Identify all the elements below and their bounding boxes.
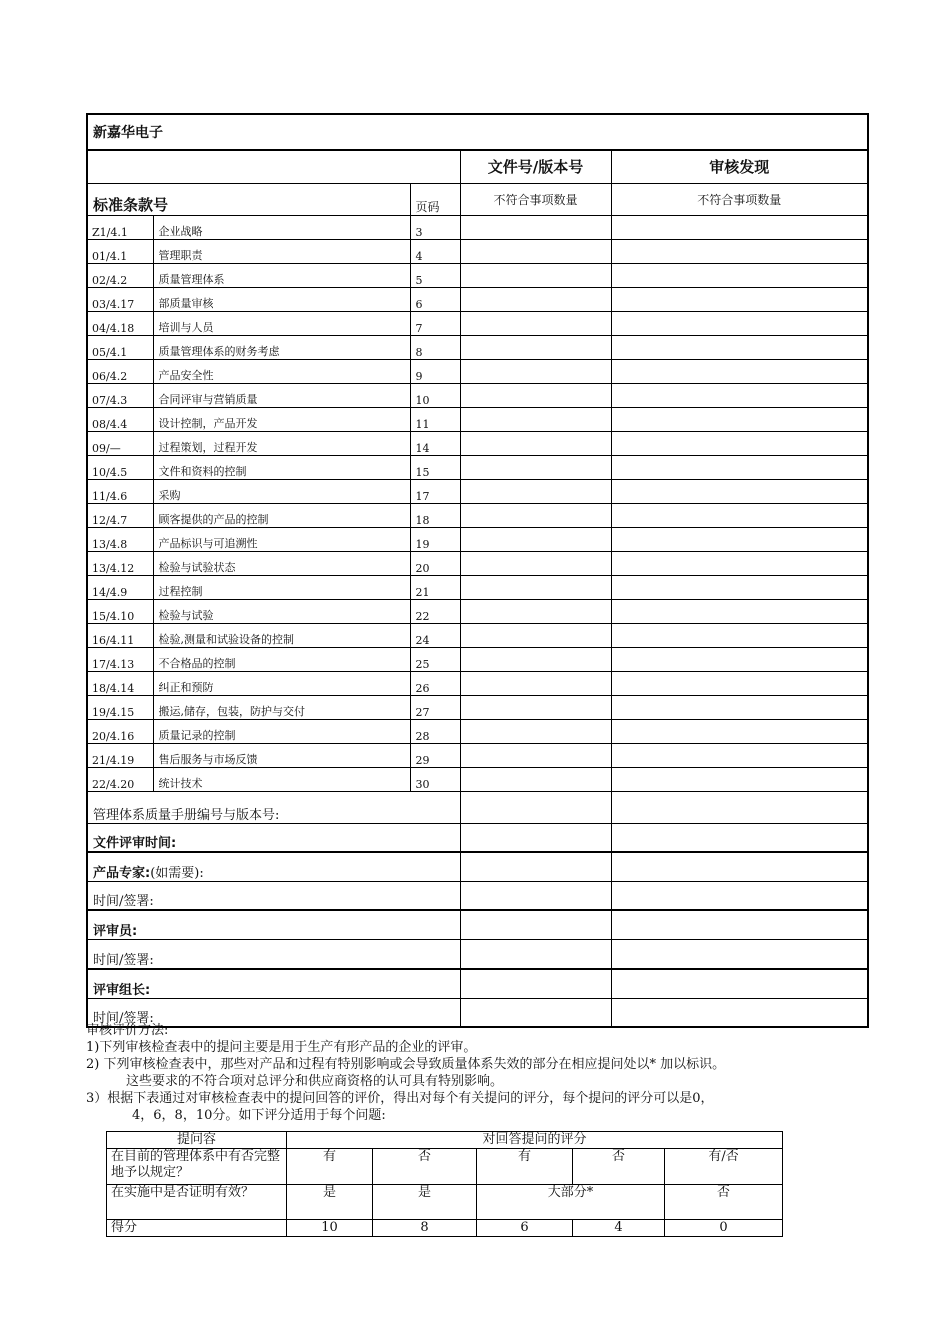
clause-page: 18 <box>410 503 460 527</box>
product-expert-label <box>87 852 460 881</box>
clause-row <box>87 695 868 719</box>
audit-findings-header: 审核发现 <box>611 150 868 183</box>
finding-cell[interactable] <box>611 527 868 551</box>
clause-code: 14/4.9 <box>87 575 153 599</box>
finding-cell[interactable] <box>611 455 868 479</box>
clause-page: 8 <box>410 335 460 359</box>
score-cell: 8 <box>373 1220 477 1237</box>
clause-code: 10/4.5 <box>87 455 153 479</box>
clause-page: 9 <box>410 359 460 383</box>
clause-row <box>87 719 868 743</box>
doc-version-cell[interactable] <box>460 335 611 359</box>
clause-code: 15/4.10 <box>87 599 153 623</box>
finding-cell[interactable] <box>611 743 868 767</box>
finding-cell[interactable] <box>611 852 868 881</box>
clause-row <box>87 503 868 527</box>
clause-page: 27 <box>410 695 460 719</box>
evaluation-header: 对回答提问的评分 <box>287 1132 783 1149</box>
time-sign-label: 时间/签署: <box>87 881 460 910</box>
clause-page: 6 <box>410 287 460 311</box>
score-cell: 6 <box>477 1220 573 1237</box>
clause-name: 过程策划，过程开发 <box>153 431 410 455</box>
effective-cell: 是 <box>287 1185 373 1220</box>
doc-version-cell[interactable] <box>460 263 611 287</box>
clause-code: 13/4.8 <box>87 527 153 551</box>
clause-code: 09/— <box>87 431 153 455</box>
finding-cell[interactable] <box>611 383 868 407</box>
doc-version-cell[interactable] <box>460 287 611 311</box>
doc-version-cell[interactable] <box>460 852 611 881</box>
clause-page: 4 <box>410 239 460 263</box>
finding-cell[interactable] <box>611 503 868 527</box>
clause-row <box>87 527 868 551</box>
clause-code: 16/4.11 <box>87 623 153 647</box>
clause-name: 质量记录的控制 <box>153 719 410 743</box>
finding-cell[interactable] <box>611 823 868 852</box>
clause-page: 5 <box>410 263 460 287</box>
finding-cell[interactable] <box>611 647 868 671</box>
finding-cell[interactable] <box>611 910 868 939</box>
clause-code: 03/4.17 <box>87 287 153 311</box>
finding-cell[interactable] <box>611 311 868 335</box>
defined-cell: 否 <box>573 1149 665 1185</box>
clause-name: 检验,测量和试验设备的控制 <box>153 623 410 647</box>
clause-name: 纠正和预防 <box>153 671 410 695</box>
clause-name: 过程控制 <box>153 575 410 599</box>
notes-item-1: 1)下列审核检查表中的提问主要是用于生产有形产品的企业的评审。 <box>86 1040 477 1055</box>
clause-page: 17 <box>410 479 460 503</box>
clause-row <box>87 647 868 671</box>
review-time-label: 文件评审时间: <box>87 823 460 852</box>
finding-cell[interactable] <box>611 791 868 823</box>
clause-page: 15 <box>410 455 460 479</box>
doc-version-cell[interactable] <box>460 743 611 767</box>
clause-name: 质量管理体系的财务考虑 <box>153 335 410 359</box>
clause-name: 采购 <box>153 479 410 503</box>
finding-cell[interactable] <box>611 939 868 969</box>
clause-row <box>87 431 868 455</box>
finding-cell[interactable] <box>611 239 868 263</box>
clause-name: 企业战略 <box>153 215 410 239</box>
doc-version-cell[interactable] <box>460 215 611 239</box>
page-header: 页码 <box>410 183 460 215</box>
clause-row <box>87 599 868 623</box>
clause-page: 22 <box>410 599 460 623</box>
header-blank <box>87 150 460 183</box>
clause-code: Z1/4.1 <box>87 215 153 239</box>
clause-code: 21/4.19 <box>87 743 153 767</box>
clause-code: 11/4.6 <box>87 479 153 503</box>
clause-name: 培训与人员 <box>153 311 410 335</box>
doc-version-cell[interactable] <box>460 910 611 939</box>
row-label-defined: 在目前的管理体系中有否完整地予以规定？ <box>107 1149 287 1185</box>
doc-version-cell[interactable] <box>460 407 611 431</box>
clause-page: 14 <box>410 431 460 455</box>
clause-row <box>87 575 868 599</box>
row-label-effective: 在实施中是否证明有效？ <box>107 1185 287 1220</box>
finding-cell[interactable] <box>611 215 868 239</box>
doc-version-cell[interactable] <box>460 623 611 647</box>
clause-name: 检验与试验 <box>153 599 410 623</box>
doc-version-cell[interactable] <box>460 767 611 791</box>
effective-cell: 大部分* <box>477 1185 665 1220</box>
clause-name: 搬运,储存，包装，防护与交付 <box>153 695 410 719</box>
company-name: 新嘉华电子 <box>87 114 868 150</box>
finding-cell[interactable] <box>611 575 868 599</box>
reviewer-label: 评审员: <box>87 910 460 939</box>
notes-item-3: 3）根据下表通过对审核检查表中的提问回答的评价，得出对每个有关提问的评分，每个提问的评分可以是0， <box>86 1091 714 1106</box>
clause-code: 12/4.7 <box>87 503 153 527</box>
clause-page: 28 <box>410 719 460 743</box>
finding-cell[interactable] <box>611 881 868 910</box>
finding-cell[interactable] <box>611 287 868 311</box>
team-leader-label: 评审组长: <box>87 969 460 998</box>
finding-cell[interactable] <box>611 719 868 743</box>
finding-cell[interactable] <box>611 431 868 455</box>
doc-version-cell[interactable] <box>460 695 611 719</box>
finding-cell[interactable] <box>611 263 868 287</box>
row-label-score: 得分 <box>107 1220 287 1237</box>
clause-code: 19/4.15 <box>87 695 153 719</box>
clause-row <box>87 239 868 263</box>
clause-name: 检验与试验状态 <box>153 551 410 575</box>
score-cell: 4 <box>573 1220 665 1237</box>
doc-version-cell[interactable] <box>460 939 611 969</box>
nonconformity-count-header: 不符合事项数量 <box>611 183 868 215</box>
product-expert-title: 产品专家: <box>93 865 151 881</box>
clause-name: 质量管理体系 <box>153 263 410 287</box>
evaluation-notes <box>86 1022 886 1124</box>
score-cell: 0 <box>665 1220 783 1237</box>
clause-row <box>87 311 868 335</box>
finding-cell[interactable] <box>611 599 868 623</box>
clause-row <box>87 263 868 287</box>
doc-version-cell[interactable] <box>460 719 611 743</box>
doc-version-cell[interactable] <box>460 527 611 551</box>
clause-row <box>87 287 868 311</box>
effective-cell: 否 <box>665 1185 783 1220</box>
score-table <box>106 1131 783 1237</box>
clause-page: 7 <box>410 311 460 335</box>
doc-version-cell[interactable] <box>460 791 611 823</box>
clause-name: 部质量审核 <box>153 287 410 311</box>
clause-row <box>87 215 868 239</box>
defined-cell: 有 <box>477 1149 573 1185</box>
clause-name: 产品安全性 <box>153 359 410 383</box>
time-sign-label: 时间/签署: <box>87 998 460 1027</box>
finding-cell[interactable] <box>611 695 868 719</box>
clause-row <box>87 623 868 647</box>
time-sign-label: 时间/签署: <box>87 939 460 969</box>
doc-version-header: 文件号/版本号 <box>460 150 611 183</box>
clause-row <box>87 359 868 383</box>
clause-code: 08/4.4 <box>87 407 153 431</box>
clause-page: 19 <box>410 527 460 551</box>
doc-version-cell[interactable] <box>460 503 611 527</box>
clause-code: 06/4.2 <box>87 359 153 383</box>
clause-code: 22/4.20 <box>87 767 153 791</box>
finding-cell[interactable] <box>611 623 868 647</box>
clause-page: 11 <box>410 407 460 431</box>
clause-code: 01/4.1 <box>87 239 153 263</box>
audit-checklist-table <box>86 113 869 1028</box>
nonconformity-count-header: 不符合事项数量 <box>460 183 611 215</box>
finding-cell[interactable] <box>611 671 868 695</box>
clause-name: 产品标识与可追溯性 <box>153 527 410 551</box>
clause-row <box>87 479 868 503</box>
doc-version-cell[interactable] <box>460 479 611 503</box>
clause-row <box>87 455 868 479</box>
clause-code: 02/4.2 <box>87 263 153 287</box>
finding-cell[interactable] <box>611 551 868 575</box>
notes-item-2-cont: 这些要求的不符合项对总评分和供应商资格的认可具有特别影响。 <box>126 1074 504 1089</box>
clause-row <box>87 743 868 767</box>
clause-row <box>87 767 868 791</box>
manual-number-label: 管理体系质量手册编号与版本号: <box>87 791 460 823</box>
doc-version-cell[interactable] <box>460 599 611 623</box>
doc-version-cell[interactable] <box>460 431 611 455</box>
clause-code: 18/4.14 <box>87 671 153 695</box>
clause-row <box>87 551 868 575</box>
clause-page: 29 <box>410 743 460 767</box>
clause-code: 20/4.16 <box>87 719 153 743</box>
notes-item-3-cont: 4，6，8，10分。如下评分适用于每个问题: <box>132 1108 386 1123</box>
doc-version-cell[interactable] <box>460 551 611 575</box>
doc-version-cell[interactable] <box>460 575 611 599</box>
finding-cell[interactable] <box>611 479 868 503</box>
doc-version-cell[interactable] <box>460 671 611 695</box>
finding-cell[interactable] <box>611 359 868 383</box>
clause-page: 20 <box>410 551 460 575</box>
clause-name: 售后服务与市场反馈 <box>153 743 410 767</box>
defined-cell: 有 <box>287 1149 373 1185</box>
clause-code: 05/4.1 <box>87 335 153 359</box>
clause-page: 21 <box>410 575 460 599</box>
clause-name: 设计控制，产品开发 <box>153 407 410 431</box>
finding-cell[interactable] <box>611 407 868 431</box>
clause-name: 合同评审与营销质量 <box>153 383 410 407</box>
doc-version-cell[interactable] <box>460 823 611 852</box>
score-cell: 10 <box>287 1220 373 1237</box>
clause-name: 管理职责 <box>153 239 410 263</box>
doc-version-cell[interactable] <box>460 881 611 910</box>
clause-code: 04/4.18 <box>87 311 153 335</box>
clause-page: 3 <box>410 215 460 239</box>
product-expert-note: (如需要): <box>150 865 204 881</box>
clause-page: 26 <box>410 671 460 695</box>
clause-name: 文件和资料的控制 <box>153 455 410 479</box>
clause-row <box>87 671 868 695</box>
question-header: 提问容 <box>107 1132 287 1149</box>
defined-cell: 否 <box>373 1149 477 1185</box>
clause-page: 10 <box>410 383 460 407</box>
defined-cell: 有/否 <box>665 1149 783 1185</box>
finding-cell[interactable] <box>611 767 868 791</box>
finding-cell[interactable] <box>611 969 868 998</box>
standard-clause-header: 标准条款号 <box>87 183 410 215</box>
doc-version-cell[interactable] <box>460 455 611 479</box>
clause-name: 统计技术 <box>153 767 410 791</box>
clause-page: 25 <box>410 647 460 671</box>
clause-name: 顾客提供的产品的控制 <box>153 503 410 527</box>
notes-item-2: 2) 下列审核检查表中，那些对产品和过程有特别影响或会导致质量体系失效的部分在相应提问处以* 加以标识。 <box>86 1057 726 1072</box>
effective-cell: 是 <box>373 1185 477 1220</box>
clause-page: 24 <box>410 623 460 647</box>
doc-version-cell[interactable] <box>460 647 611 671</box>
clause-code: 13/4.12 <box>87 551 153 575</box>
doc-version-cell[interactable] <box>460 383 611 407</box>
doc-version-cell[interactable] <box>460 239 611 263</box>
clause-row <box>87 407 868 431</box>
clause-name: 不合格品的控制 <box>153 647 410 671</box>
notes-title: 审核评价方法: <box>86 1023 169 1038</box>
clause-code: 17/4.13 <box>87 647 153 671</box>
clause-row <box>87 335 868 359</box>
doc-version-cell[interactable] <box>460 969 611 998</box>
clause-code: 07/4.3 <box>87 383 153 407</box>
finding-cell[interactable] <box>611 335 868 359</box>
doc-version-cell[interactable] <box>460 359 611 383</box>
clause-row <box>87 383 868 407</box>
clause-page: 30 <box>410 767 460 791</box>
doc-version-cell[interactable] <box>460 311 611 335</box>
